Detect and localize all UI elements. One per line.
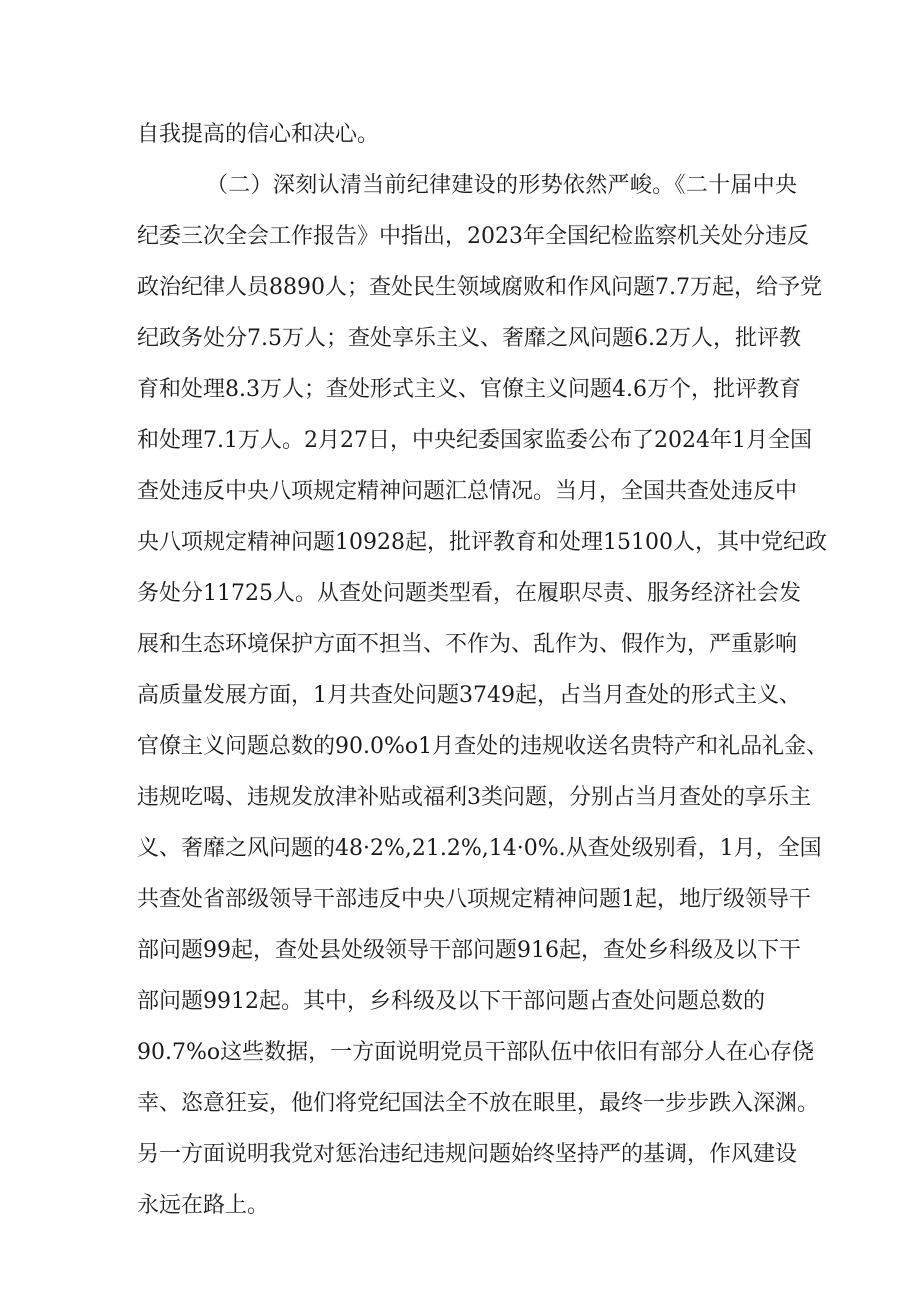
text-line: 违规吃喝、违规发放津补贴或福利3类问题，分别占当月查处的享乐主 [137, 785, 811, 810]
text-line: 务处分11725人。从查处问题类型看，在履职尽责、服务经济社会发 [137, 581, 801, 606]
text-line: 查处违反中央八项规定精神问题汇总情况。当月，全国共查处违反中 [137, 479, 798, 504]
text-line: 政治纪律人员8890人；查处民生领域腐败和作风问题7.7万起，给予党 [137, 275, 822, 300]
text-line: 官僚主义问题总数的90.0%o1月查处的违规收送名贵特产和礼品礼金、 [137, 734, 829, 759]
text-line: 义、奢靡之风问题的48·2%,21.2%,14·0%.从查处级别看，1月，全国 [137, 836, 822, 861]
text-line: 永远在路上。 [137, 1193, 270, 1218]
text-line: 另一方面说明我党对惩治违纪违规问题始终坚持严的基调，作风建设 [137, 1142, 798, 1167]
text-line: 纪委三次全会工作报告》中指出，2023年全国纪检监察机关处分违反 [137, 224, 809, 249]
text-line: 幸、恣意狂妄，他们将党纪国法全不放在眼里，最终一步步跌入深渊。 [137, 1091, 820, 1116]
text-line: 央八项规定精神问题10928起，批评教育和处理15100人，其中党纪政 [137, 530, 827, 555]
text-line: 90.7%o这些数据，一方面说明党员干部队伍中依旧有部分人在心存侥 [137, 1040, 815, 1065]
text-line: 纪政务处分7.5万人；查处享乐主义、奢靡之风问题6.2万人，批评教 [137, 326, 801, 351]
text-line: 和处理7.1万人。2月27日，中央纪委国家监委公布了2024年1月全国 [137, 428, 812, 453]
text-line: 共查处省部级领导干部违反中央八项规定精神问题1起，地厅级领导干 [137, 887, 811, 912]
text-line: 自我提高的信心和决心。 [137, 122, 380, 147]
section-heading-line: （二）深刻认清当前纪律建设的形势依然严峻。《二十届中央 [206, 173, 797, 198]
text-line: 展和生态环境保护方面不担当、不作为、乱作为、假作为，严重影响 [137, 632, 798, 657]
text-line: 部问题99起，查处县处级领导干部问题916起，查处乡科级及以下干 [137, 938, 801, 963]
text-line: 部问题9912起。其中，乡科级及以下干部问题占查处问题总数的 [137, 989, 765, 1014]
text-line: 育和处理8.3万人；查处形式主义、官僚主义问题4.6万个，批评教育 [137, 377, 801, 402]
text-line: 高质量发展方面，1月共查处问题3749起，占当月查处的形式主义、 [137, 683, 801, 708]
